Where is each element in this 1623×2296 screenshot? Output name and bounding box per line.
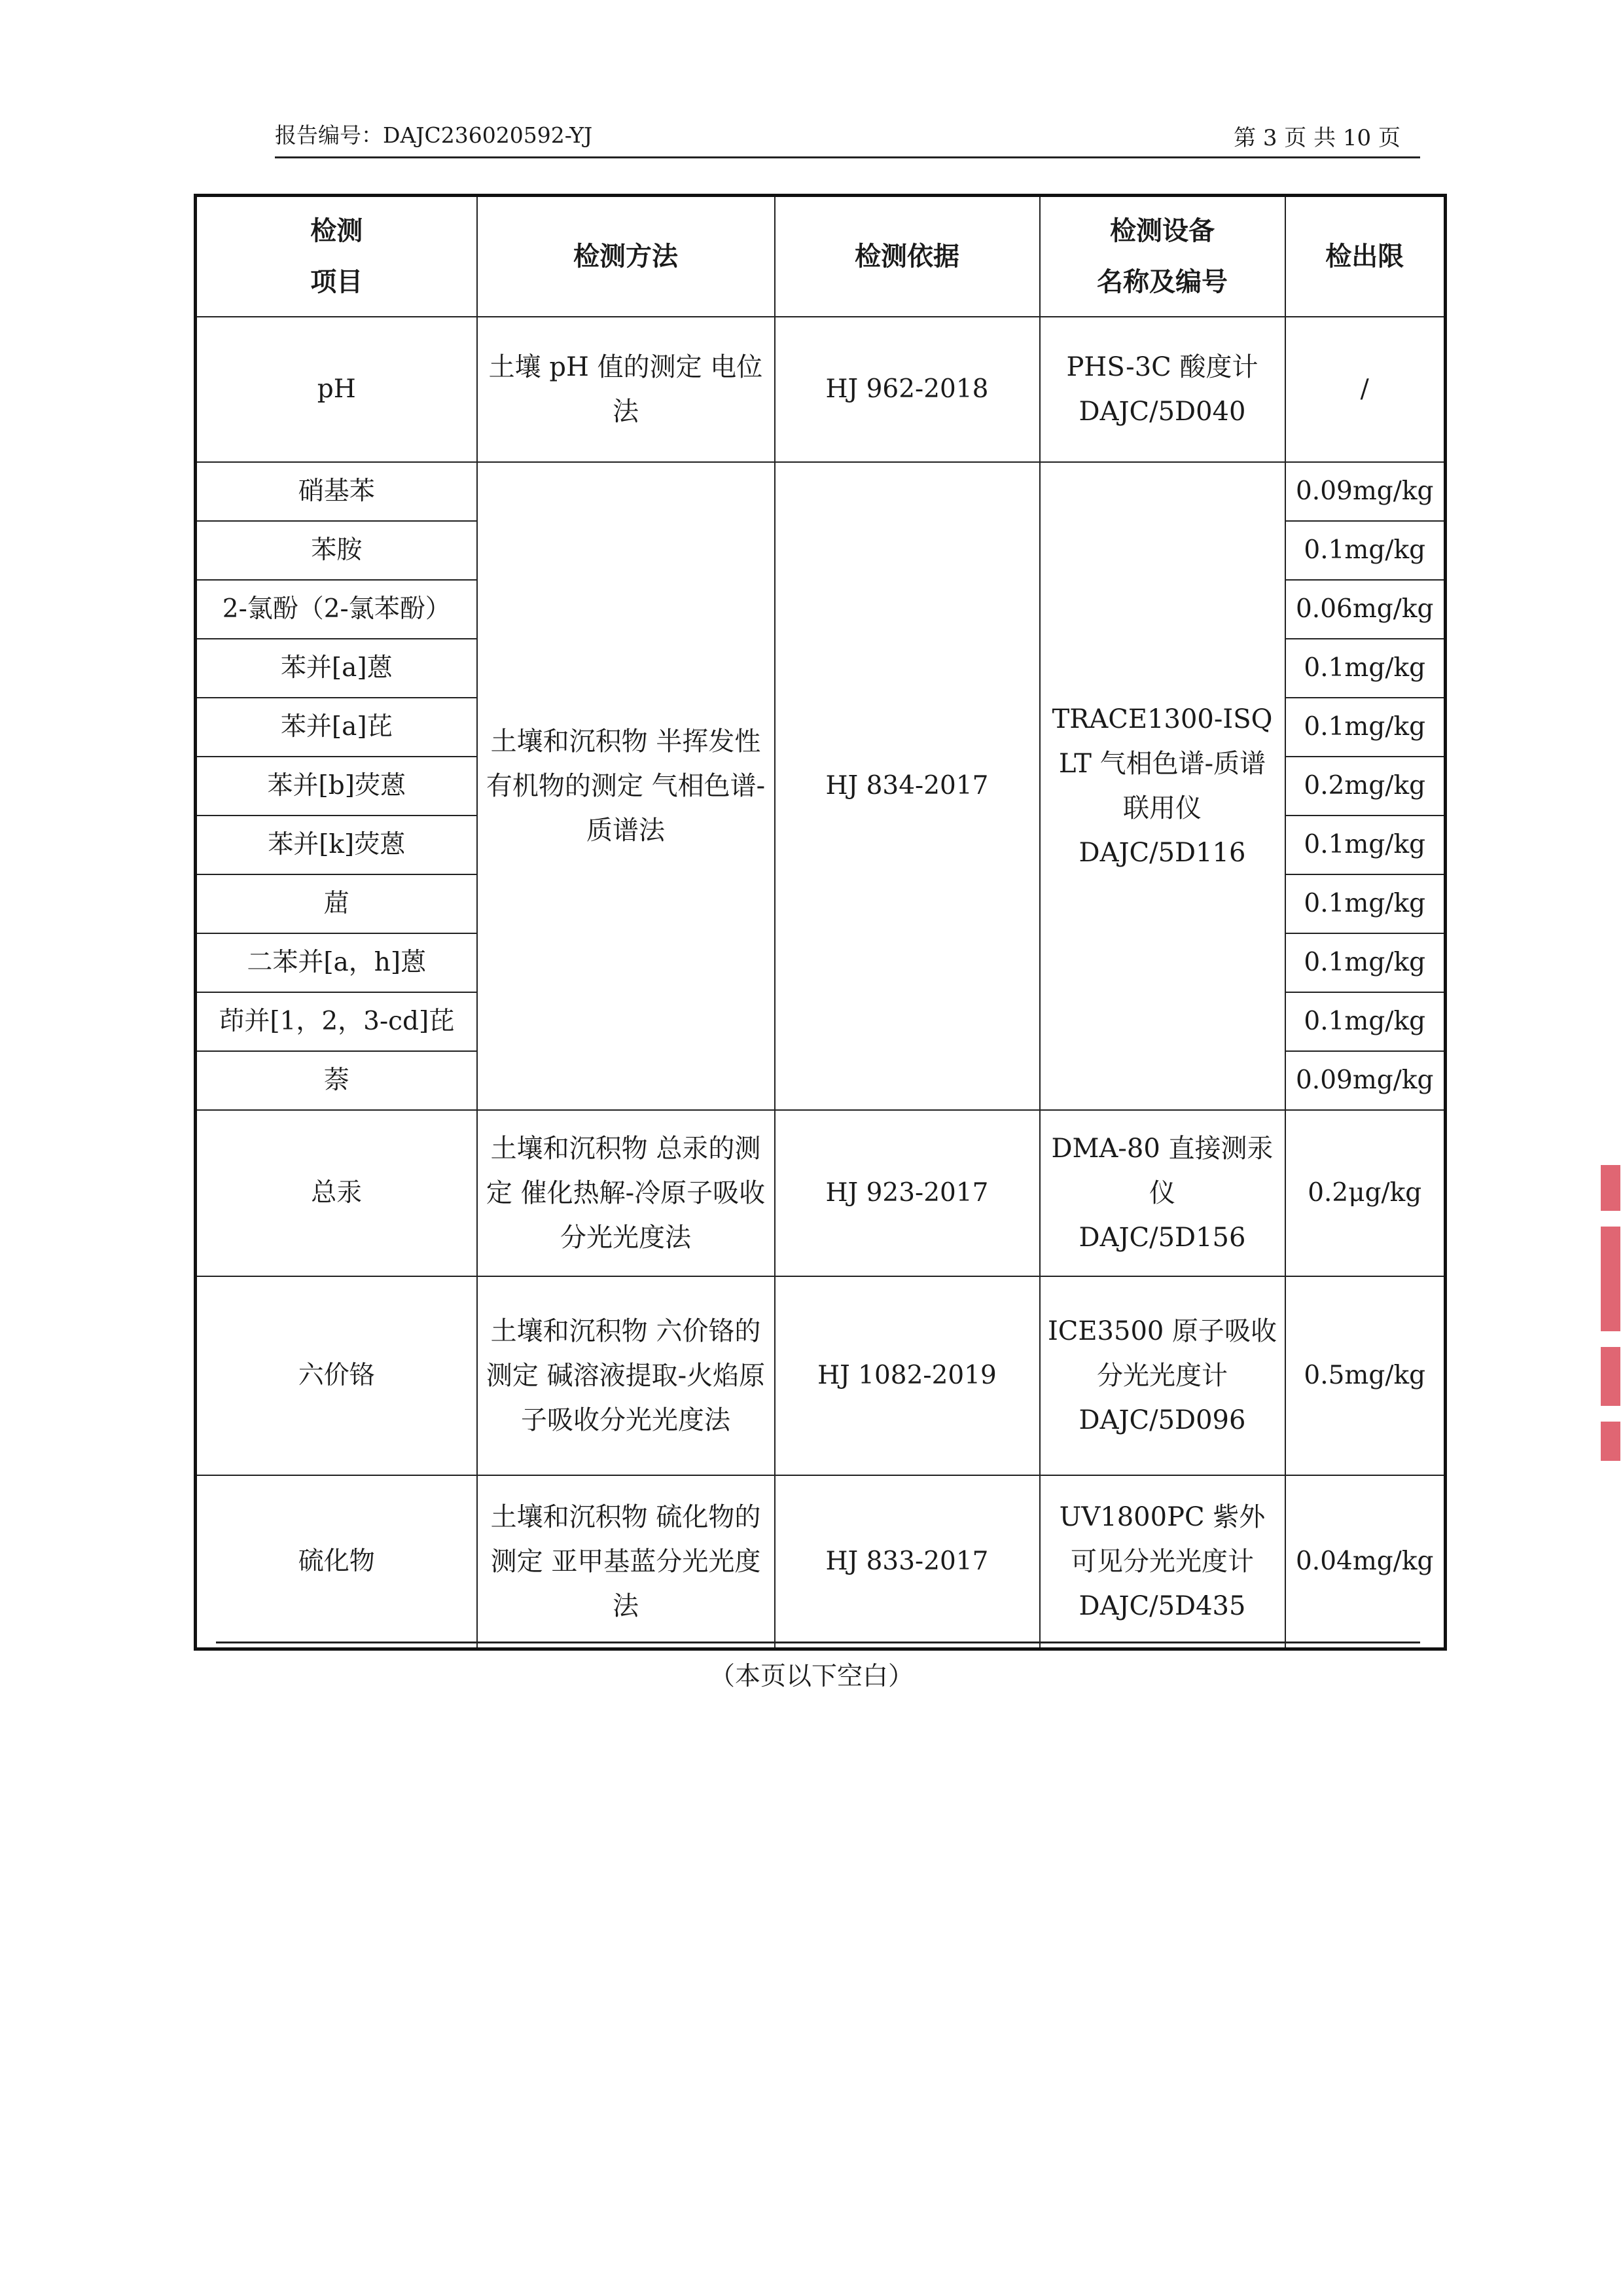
header-method: 检测方法 [477,196,775,317]
header-rule [275,156,1420,158]
cell-item: 硫化物 [196,1475,477,1649]
cell-limit: 0.2μg/kg [1285,1110,1446,1276]
cell-basis: HJ 833-2017 [775,1475,1040,1649]
cell-item: 苯胺 [196,521,477,580]
cell-limit: 0.1mg/kg [1285,698,1446,757]
cell-item: 茚并[1，2，3-cd]芘 [196,992,477,1051]
cell-item: 2-氯酚（2-氯苯酚） [196,580,477,639]
header-item: 检测 项目 [196,196,477,317]
cell-limit: 0.1mg/kg [1285,521,1446,580]
cell-equipment: PHS-3C 酸度计 DAJC/5D040 [1040,317,1285,462]
cell-equipment: DMA-80 直接测汞仪 DAJC/5D156 [1040,1110,1285,1276]
table-row [196,1110,1446,1276]
cell-limit: 0.5mg/kg [1285,1276,1446,1475]
cell-item: 䓛 [196,874,477,933]
cell-item: 二苯并[a，h]蒽 [196,933,477,992]
cell-limit: 0.06mg/kg [1285,580,1446,639]
cell-basis: HJ 1082-2019 [775,1276,1040,1475]
cell-method: 土壤和沉积物 六价铬的测定 碱溶液提取-火焰原子吸收分光光度法 [477,1276,775,1475]
cell-limit: 0.04mg/kg [1285,1475,1446,1649]
cell-equipment: ICE3500 原子吸收分光光度计 DAJC/5D096 [1040,1276,1285,1475]
cell-limit: 0.2mg/kg [1285,757,1446,816]
table-header-row [196,196,1446,317]
report-number: 报告编号：DAJC236020592-YJ [275,122,593,148]
cell-item: 总汞 [196,1110,477,1276]
cell-method: 土壤 pH 值的测定 电位法 [477,317,775,462]
cell-item: 苯并[a]芘 [196,698,477,757]
cell-item: 苯并[k]荧蒽 [196,816,477,874]
cell-method: 土壤和沉积物 硫化物的测定 亚甲基蓝分光光度法 [477,1475,775,1649]
cell-item: 萘 [196,1051,477,1110]
cell-limit: 0.09mg/kg [1285,462,1446,521]
cell-limit: 0.09mg/kg [1285,1051,1446,1110]
cell-equipment: TRACE1300-ISQ LT 气相色谱-质谱联用仪 DAJC/5D116 [1040,462,1285,1110]
cell-method: 土壤和沉积物 总汞的测定 催化热解-冷原子吸收分光光度法 [477,1110,775,1276]
table-row [196,462,1446,521]
test-method-table [194,194,1447,1651]
header-basis: 检测依据 [775,196,1040,317]
header-limit: 检出限 [1285,196,1446,317]
page-number: 第 3 页 共 10 页 [1234,125,1400,151]
cell-item: 六价铬 [196,1276,477,1475]
cell-basis: HJ 962-2018 [775,317,1040,462]
header-equipment: 检测设备 名称及编号 [1040,196,1285,317]
cell-equipment: UV1800PC 紫外可见分光光度计 DAJC/5D435 [1040,1475,1285,1649]
blank-page-note: （本页以下空白） [709,1662,914,1691]
cell-item: pH [196,317,477,462]
cell-limit: 0.1mg/kg [1285,874,1446,933]
cell-basis: HJ 834-2017 [775,462,1040,1110]
cell-limit: 0.1mg/kg [1285,816,1446,874]
table-row [196,317,1446,462]
cell-limit: 0.1mg/kg [1285,639,1446,698]
cell-method: 土壤和沉积物 半挥发性有机物的测定 气相色谱-质谱法 [477,462,775,1110]
cell-limit: / [1285,317,1446,462]
table-row [196,1475,1446,1649]
cell-item: 苯并[a]蒽 [196,639,477,698]
seal-stamp-fragment [1597,1165,1623,1479]
cell-item: 硝基苯 [196,462,477,521]
cell-basis: HJ 923-2017 [775,1110,1040,1276]
table-row [196,1276,1446,1475]
cell-limit: 0.1mg/kg [1285,933,1446,992]
footer-rule [216,1641,1420,1643]
cell-limit: 0.1mg/kg [1285,992,1446,1051]
cell-item: 苯并[b]荧蒽 [196,757,477,816]
page-header [275,111,1420,158]
